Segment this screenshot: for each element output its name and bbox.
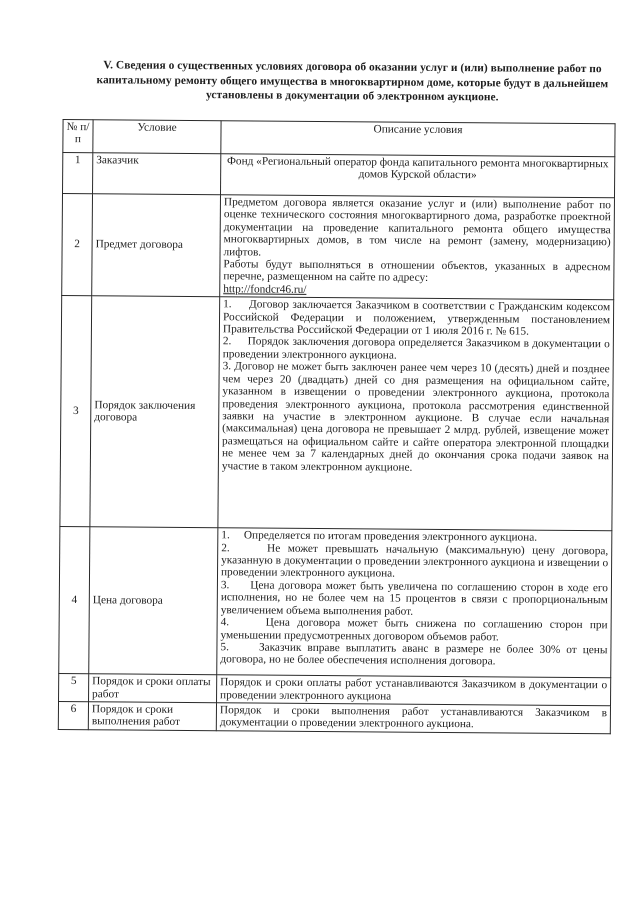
row-condition: Заказчик bbox=[93, 153, 221, 195]
row-description bbox=[220, 195, 615, 300]
website-link-line bbox=[223, 283, 610, 298]
row-number: 1 bbox=[63, 152, 93, 193]
table-row bbox=[58, 702, 610, 734]
row-description bbox=[221, 154, 615, 198]
description-paragraph: 2. Порядок заключения договора определяется Заказчиком в документации о проведении электронного аукциона. bbox=[222, 335, 610, 362]
description-paragraph: 2. Не может превышать начальную (максимальную) цену договора, указанную в документации о проведении электронного аукциона и извещении о проведении электронного аукциона. bbox=[220, 541, 609, 581]
description-paragraph: Порядок и сроки выполнения работ устанавливаются Заказчиком в документации о проведении электронного аукциона. bbox=[219, 704, 607, 731]
row-number: 4 bbox=[59, 527, 90, 674]
table-row bbox=[63, 152, 615, 197]
description-paragraph: Фонд «Региональный оператор фонда капитального ремонта многоквартирных домов Курской области» bbox=[226, 155, 609, 182]
row-description bbox=[217, 528, 612, 678]
description-paragraph: Работы будут выполняться в отношении объектов, указанных в адресном перечне, размещенном на сайте по адресу: bbox=[223, 258, 611, 285]
row-number: 2 bbox=[62, 193, 93, 295]
header-description: Описание условия bbox=[221, 121, 615, 157]
row-number: 5 bbox=[59, 674, 89, 702]
description-paragraph: Предметом договора является оказание услуг и (или) выполнение работ по оценке технического состояния многоквартирного дома, разработке проектной документации на проведение капитального ремонта общего имущества многоквартирных домов, в том числе на ремонт (замену, модернизацию) лифтов. bbox=[223, 196, 611, 259]
description-paragraph: Порядок и сроки оплаты работ устанавливаются Заказчиком в документации о проведении электронного аукциона bbox=[220, 676, 608, 703]
description-paragraph: 5. Заказчик вправе выплатить аванс в размере не более 30% от цены договора, но не более обеспечения исполнения договора. bbox=[220, 641, 608, 668]
contract-conditions-table bbox=[58, 119, 616, 734]
row-number: 6 bbox=[58, 702, 88, 730]
description-paragraph: 3. Цена договора может быть увеличена по соглашению сторон в ходе его исполнения, но не более чем на 15 процентов в связи с пропорциональным увеличением объема выполнения работ. bbox=[220, 579, 608, 618]
row-condition: Порядок и сроки оплаты работ bbox=[89, 674, 217, 703]
table-row bbox=[59, 527, 612, 678]
row-condition: Цена договора bbox=[89, 527, 218, 675]
header-number: № п/п bbox=[63, 119, 93, 152]
row-condition: Предмет договора bbox=[92, 194, 221, 297]
row-condition: Порядок заключения договора bbox=[90, 296, 220, 528]
row-description bbox=[217, 675, 611, 706]
table-row bbox=[59, 674, 611, 706]
description-paragraph: 1. Определяется по итогам проведения электронного аукциона. bbox=[221, 529, 538, 544]
website-link[interactable]: http://fondcr46.ru/ bbox=[223, 283, 307, 296]
table-row bbox=[62, 193, 615, 300]
header-condition: Условие bbox=[93, 120, 221, 154]
description-paragraph: 1. Договор заключается Заказчиком в соответствии с Гражданским кодексом Российской Федерации и положением, утвержденным постановлением Правительства Российской Федерации от 1 июля 2016 г. № 615. bbox=[222, 298, 611, 338]
table-header-row bbox=[63, 119, 615, 156]
row-condition: Порядок и сроки выполнения работ bbox=[88, 702, 216, 731]
row-description bbox=[218, 297, 614, 531]
table-row bbox=[60, 296, 614, 531]
section-title: V. Сведения о существенных условиях договора об оказании услуг и (или) выполнение работ по капитальному ремонту общего имущества в многоквартирном доме, которые будут в дальнейшем установлены в документации об электронном аукционе. bbox=[96, 59, 609, 104]
row-number: 3 bbox=[60, 296, 92, 527]
row-description bbox=[216, 703, 610, 734]
description-paragraph: 3. Договор не может быть заключен ранее чем через 10 (десять) дней и позднее чем через 20 (двадцать) дней со дня размещения на официальном сайте, указанном в извещении о проведении электронного аукциона, протокола проведения электронного аукциона, протокола рассмотрения единственной заявки на участие в электронном аукционе. В случае если начальная (максимальная) цена договора не превышает 2 млрд. рублей, извещение может размещаться на официальном сайте и сайте оператора электронной площадки не менее чем за 7 календарных дней до окончания срока подачи заявок на участие в таком электронном аукционе. bbox=[221, 360, 610, 474]
description-paragraph: 4. Цена договора может быть снижена по соглашению сторон при уменьшении предусмотренных договором объемов работ. bbox=[220, 616, 608, 643]
